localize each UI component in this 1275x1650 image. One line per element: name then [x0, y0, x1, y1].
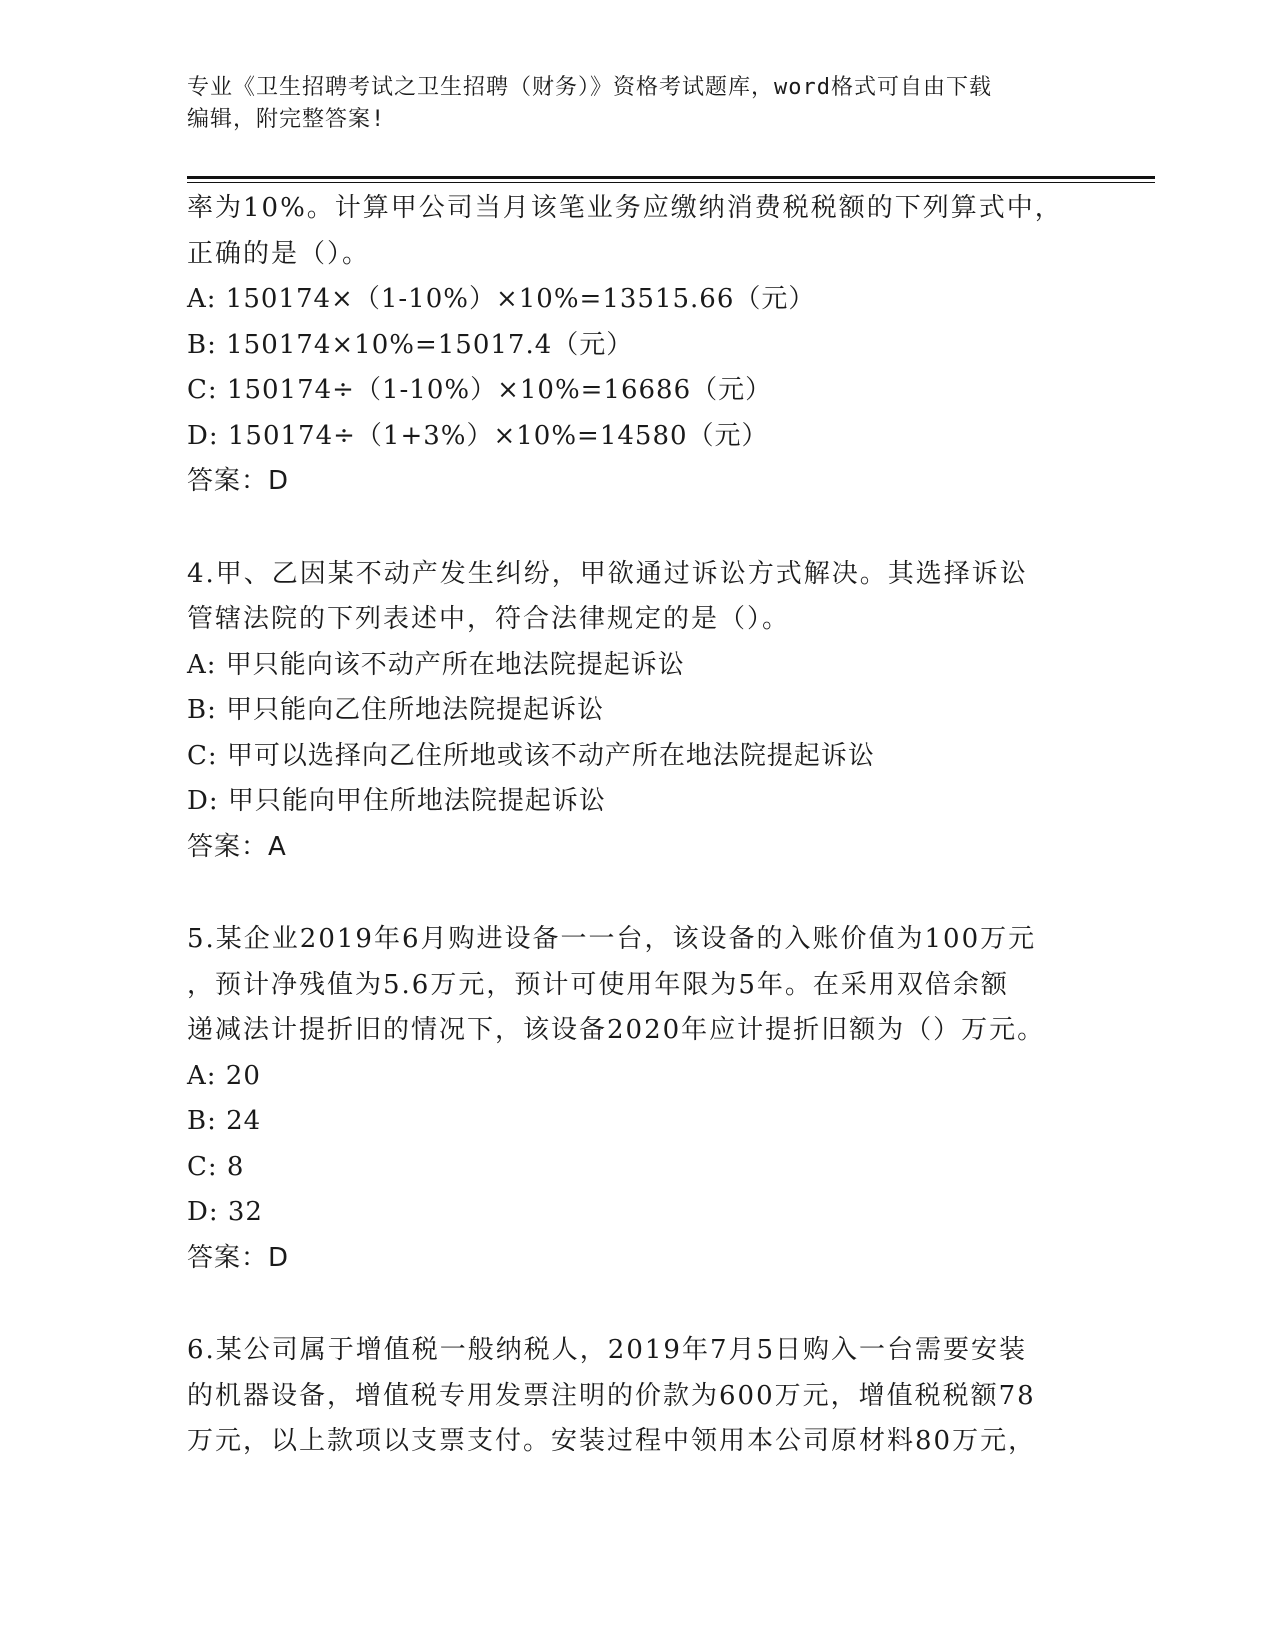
question-5-answer: 答案：D	[187, 1242, 290, 1273]
question-6-text-line-1: 6.某公司属于增值税一般纳税人，2019年7月5日购入一台需要安装	[187, 1335, 1028, 1365]
header-title-line-2: 编辑，附完整答案!	[187, 107, 386, 132]
question-list	[187, 186, 1087, 1465]
header-divider-thin	[187, 182, 1155, 183]
question-3-option-b: B: 150174×10%=15017.4（元）	[187, 329, 634, 360]
question-6	[187, 1328, 1087, 1465]
question-3-option-c: C: 150174÷（1-10%）×10%=16686（元）	[187, 375, 773, 405]
question-4	[187, 552, 1087, 871]
question-4-option-b: B: 甲只能向乙住所地法院提起诉讼	[187, 695, 605, 725]
question-4-option-c: C: 甲可以选择向乙住所地或该不动产所在地法院提起诉讼	[187, 740, 875, 771]
question-4-option-a: A: 甲只能向该不动产所在地法院提起诉讼	[187, 649, 685, 680]
header-divider-thick	[187, 176, 1155, 179]
question-5-text-line-1: 5.某企业2019年6月购进设备一一台，该设备的入账价值为100万元	[187, 924, 1037, 954]
question-5-text-line-2: ，预计净残值为5.6万元，预计可使用年限为5年。在采用双倍余额	[187, 969, 1009, 1000]
question-3-answer: 答案：D	[187, 466, 290, 496]
question-6-text-line-2: 的机器设备，增值税专用发票注明的价款为600万元，增值税税额78	[187, 1380, 1036, 1411]
question-3-option-a: A: 150174×（1-10%）×10%=13515.66（元）	[187, 284, 816, 314]
question-4-option-d: D: 甲只能向甲住所地法院提起诉讼	[187, 786, 606, 816]
document-header	[187, 72, 1067, 136]
question-3-text-line-2: 正确的是（）。	[187, 238, 371, 269]
question-3	[187, 186, 1087, 505]
question-3-text-line-1: 率为10%。计算甲公司当月该笔业务应缴纳消费税税额的下列算式中，	[187, 193, 1063, 223]
header-title-line-1: 专业《卫生招聘考试之卫生招聘（财务）》资格考试题库，word格式可自由下载	[187, 75, 992, 100]
question-5	[187, 917, 1087, 1281]
question-5-text-line-3: 递减法计提折旧的情况下，该设备2020年应计提折旧额为（）万元。	[187, 1015, 1046, 1045]
question-spacer	[187, 505, 1087, 552]
question-5-option-c: C: 8	[187, 1151, 245, 1182]
question-4-text-line-1: 4.甲、乙因某不动产发生纠纷，甲欲通过诉讼方式解决。其选择诉讼	[187, 558, 1028, 589]
question-4-text-line-2: 管辖法院的下列表述中，符合法律规定的是（）。	[187, 604, 791, 634]
question-6-text-line-3: 万元，以上款项以支票支付。安装过程中领用本公司原材料80万元，	[187, 1426, 1037, 1456]
question-5-option-a: A: 20	[187, 1060, 261, 1091]
question-3-option-d: D: 150174÷（1+3%）×10%=14580（元）	[187, 420, 769, 451]
question-4-answer: 答案：A	[187, 831, 287, 862]
question-5-option-b: B: 24	[187, 1106, 262, 1136]
question-spacer	[187, 1281, 1087, 1328]
question-spacer	[187, 870, 1087, 917]
question-5-option-d: D: 32	[187, 1197, 263, 1227]
